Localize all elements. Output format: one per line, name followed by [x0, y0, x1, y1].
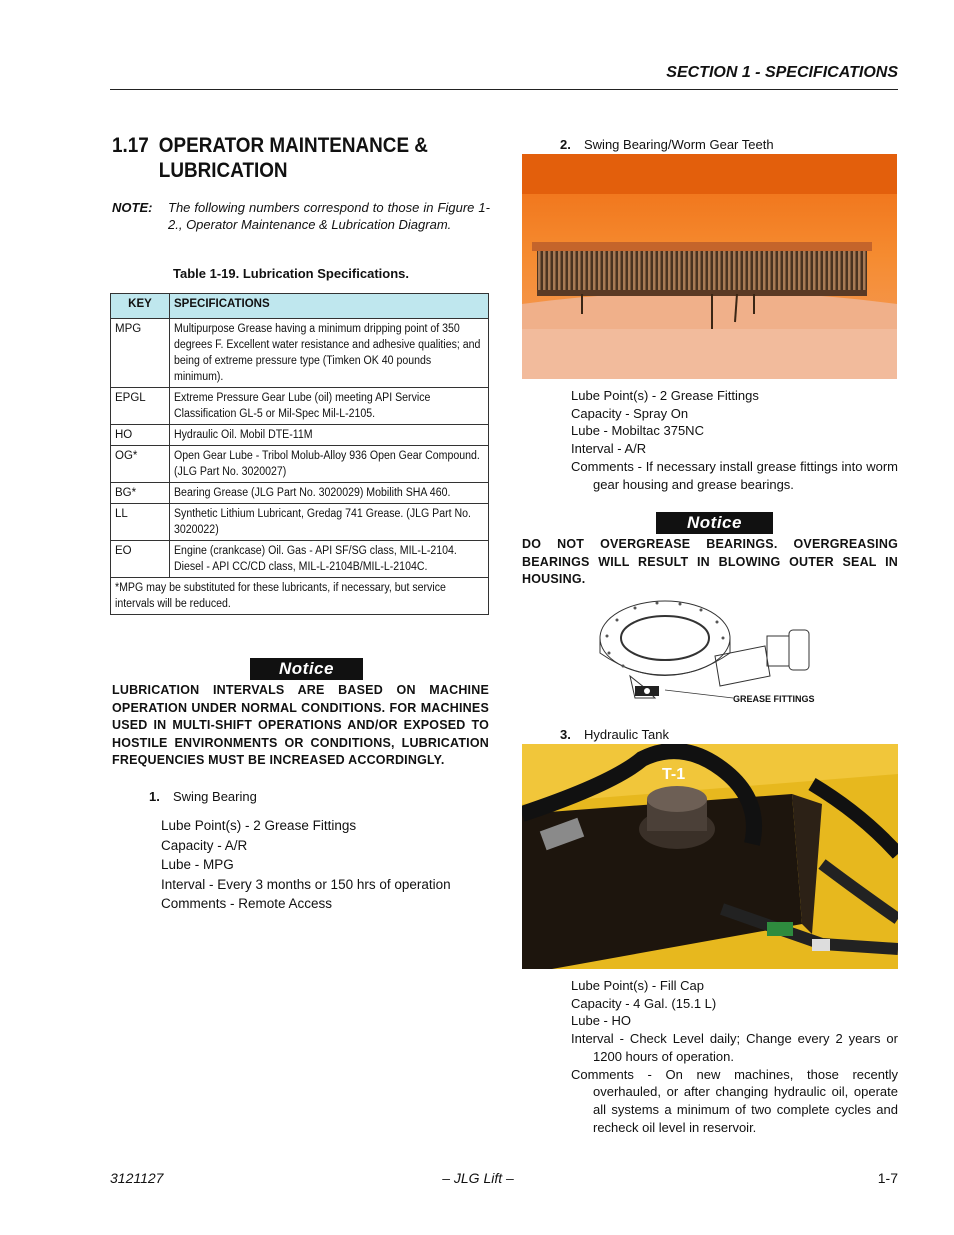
heading-line2: LUBRICATION	[158, 159, 288, 182]
notice-text: DO NOT OVERGREASE BEARINGS. OVERGREASING BEARINGS WILL RESULT IN BLOWING OUTER SEAL IN HOUSING.	[522, 537, 898, 586]
grease-fittings-label: GREASE FITTINGS	[733, 694, 815, 704]
spec-text: Synthetic Lithium Lubricant, Gredag 741 Grease. (JLG Part No. 3020022)	[174, 508, 471, 536]
table-cell-key: MPG	[111, 319, 170, 388]
table-cell-spec	[170, 388, 489, 425]
detail-line: Lube - HO	[571, 1013, 631, 1029]
note-block	[112, 199, 490, 233]
detail-line: Lube Point(s) - Fill Cap	[571, 978, 704, 993]
spec-text: Multipurpose Grease having a minimum dripping point of 350 degrees F. Excellent water resistance and adhesive qualities; and being of extreme pressure type (Timken OK 40 pounds minimum).	[174, 323, 481, 383]
table-row	[111, 504, 489, 541]
detail-line: Lube - MPG	[161, 857, 234, 872]
lubrication-spec-table	[110, 293, 489, 615]
table-header-row	[111, 294, 489, 319]
item-3-details	[571, 977, 898, 1136]
detail-line: Capacity - 4 Gal. (15.1 L)	[571, 995, 717, 1011]
footnote-text: *MPG may be substituted for these lubricants, if necessary, but service intervals will be reduced.	[115, 582, 446, 610]
section-header: SECTION 1 - SPECIFICATIONS	[666, 64, 898, 81]
footer-doc-number: 3121127	[110, 1170, 164, 1186]
table-cell-key: BG*	[111, 483, 170, 504]
table-cell-key: LL	[111, 504, 170, 541]
table-row	[111, 425, 489, 446]
spec-text: Open Gear Lube - Tribol Molub-Alloy 936 Open Gear Compound. (JLG Part No. 3020027)	[174, 450, 480, 478]
note-label: NOTE:	[112, 200, 153, 215]
detail-line: Capacity - A/R	[161, 837, 248, 853]
footer-brand: – JLG Lift –	[442, 1170, 514, 1186]
table-cell-spec	[170, 541, 489, 578]
table-cell-spec	[170, 483, 489, 504]
table-cell-key: OG*	[111, 446, 170, 483]
detail-line: Lube Point(s) - 2 Grease Fittings	[161, 818, 357, 833]
item-number: 1.	[149, 789, 160, 804]
item-3-heading	[560, 727, 669, 742]
hydraulic-tank-photo	[522, 744, 898, 969]
spec-text: Extreme Pressure Gear Lube (oil) meeting API Service Classification GL-5 or Mil-Spec Mil-L-2105.	[174, 392, 431, 420]
item-1-details	[161, 816, 491, 914]
note-text: The following numbers correspond to those in Figure 1-2., Operator Maintenance & Lubrication Diagram.	[168, 200, 490, 232]
item-1-heading	[149, 789, 257, 804]
item-title: Swing Bearing	[173, 789, 257, 804]
table-cell-spec	[170, 446, 489, 483]
table-caption: Table 1-19. Lubrication Specifications.	[173, 266, 409, 281]
detail-comments: Comments - If necessary install grease fittings into worm gear housing and grease bearings.	[571, 458, 898, 492]
notice-badge: Notice	[656, 512, 773, 534]
spec-text: Hydraulic Oil. Mobil DTE-11M	[174, 429, 313, 441]
section-heading	[112, 133, 454, 183]
item-number: 3.	[560, 727, 571, 742]
detail-line: Interval - Every 3 months or 150 hrs of operation	[161, 876, 451, 892]
table-cell-key: HO	[111, 425, 170, 446]
detail-line: Interval - A/R	[571, 441, 647, 457]
detail-line: Capacity - Spray On	[571, 405, 689, 421]
table-header-key: KEY	[111, 294, 170, 319]
tank-label: T-1	[662, 766, 686, 783]
table-row	[111, 446, 489, 483]
detail-comments: Comments - On new machines, those recently overhauled, or after changing hydraulic oil, operate all systems a minimum of two complete cycles and recheck oil level in reservoir.	[571, 1066, 898, 1135]
table-cell-spec	[170, 319, 489, 388]
item-number: 2.	[560, 137, 571, 152]
detail-line: Lube - Mobiltac 375NC	[571, 423, 704, 439]
swing-bearing-photo	[522, 154, 897, 379]
grease-fittings-diagram	[595, 598, 835, 713]
heading-number: 1.17	[112, 134, 149, 157]
detail-interval: Interval - Check Level daily; Change every 2 years or 1200 hours of operation.	[571, 1031, 898, 1064]
table-cell-key: EO	[111, 541, 170, 578]
spec-text: Bearing Grease (JLG Part No. 3020029) Mobilith SHA 460.	[174, 487, 451, 499]
notice-text: LUBRICATION INTERVALS ARE BASED ON MACHINE OPERATION UNDER NORMAL CONDITIONS. FOR MACHINES USED IN MULTI-SHIFT OPERATIONS AND/OR EXPOSED TO HOSTILE ENVIRONMENTS OR CONDITIONS, LUBRICATION FREQUENCIES MUST BE INCREASED ACCORDINGLY.	[112, 683, 489, 767]
detail-line: Comments - Remote Access	[161, 896, 333, 911]
item-title: Hydraulic Tank	[584, 727, 670, 742]
table-footnote-row	[111, 578, 489, 615]
table-row	[111, 388, 489, 425]
detail-line: Lube Point(s) - 2 Grease Fittings	[571, 388, 759, 403]
table-cell-spec	[170, 504, 489, 541]
item-2-heading	[560, 137, 774, 152]
table-header-spec: SPECIFICATIONS	[170, 294, 489, 319]
notice-badge: Notice	[250, 658, 363, 680]
table-row	[111, 541, 489, 578]
spec-text: Engine (crankcase) Oil. Gas - API SF/SG class, MIL-L-2104. Diesel - API CC/CD class, MIL-L-2104B/MIL-L-2104C.	[174, 545, 457, 573]
table-row	[111, 319, 489, 388]
item-2-details	[571, 387, 898, 493]
table-row	[111, 483, 489, 504]
table-cell-spec	[170, 425, 489, 446]
table-footnote	[111, 578, 489, 615]
table-cell-key: EPGL	[111, 388, 170, 425]
heading-line1: OPERATOR MAINTENANCE &	[158, 134, 428, 157]
footer-page-number: 1-7	[877, 1170, 898, 1186]
header-rule	[110, 89, 898, 90]
item-title: Swing Bearing/Worm Gear Teeth	[584, 137, 774, 152]
